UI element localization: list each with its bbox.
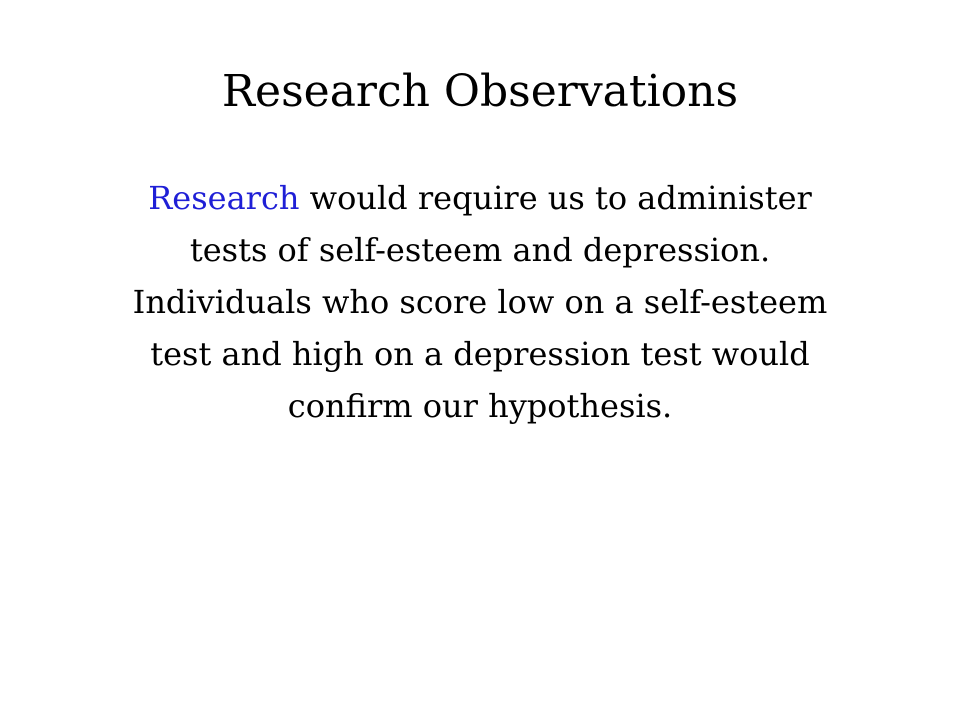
body-line-1-rest: would require us to administer — [299, 179, 812, 217]
body-line-5: confirm our hypothesis. — [287, 387, 673, 425]
body-line-2: tests of self-esteem and depression. — [189, 231, 771, 269]
slide-body-text — [50, 172, 910, 432]
highlighted-term: Research — [148, 179, 300, 217]
body-line-3: Individuals who score low on a self-esteem — [132, 283, 828, 321]
slide-title: Research Observations — [221, 66, 739, 117]
body-line-4: test and high on a depression test would — [150, 335, 810, 373]
